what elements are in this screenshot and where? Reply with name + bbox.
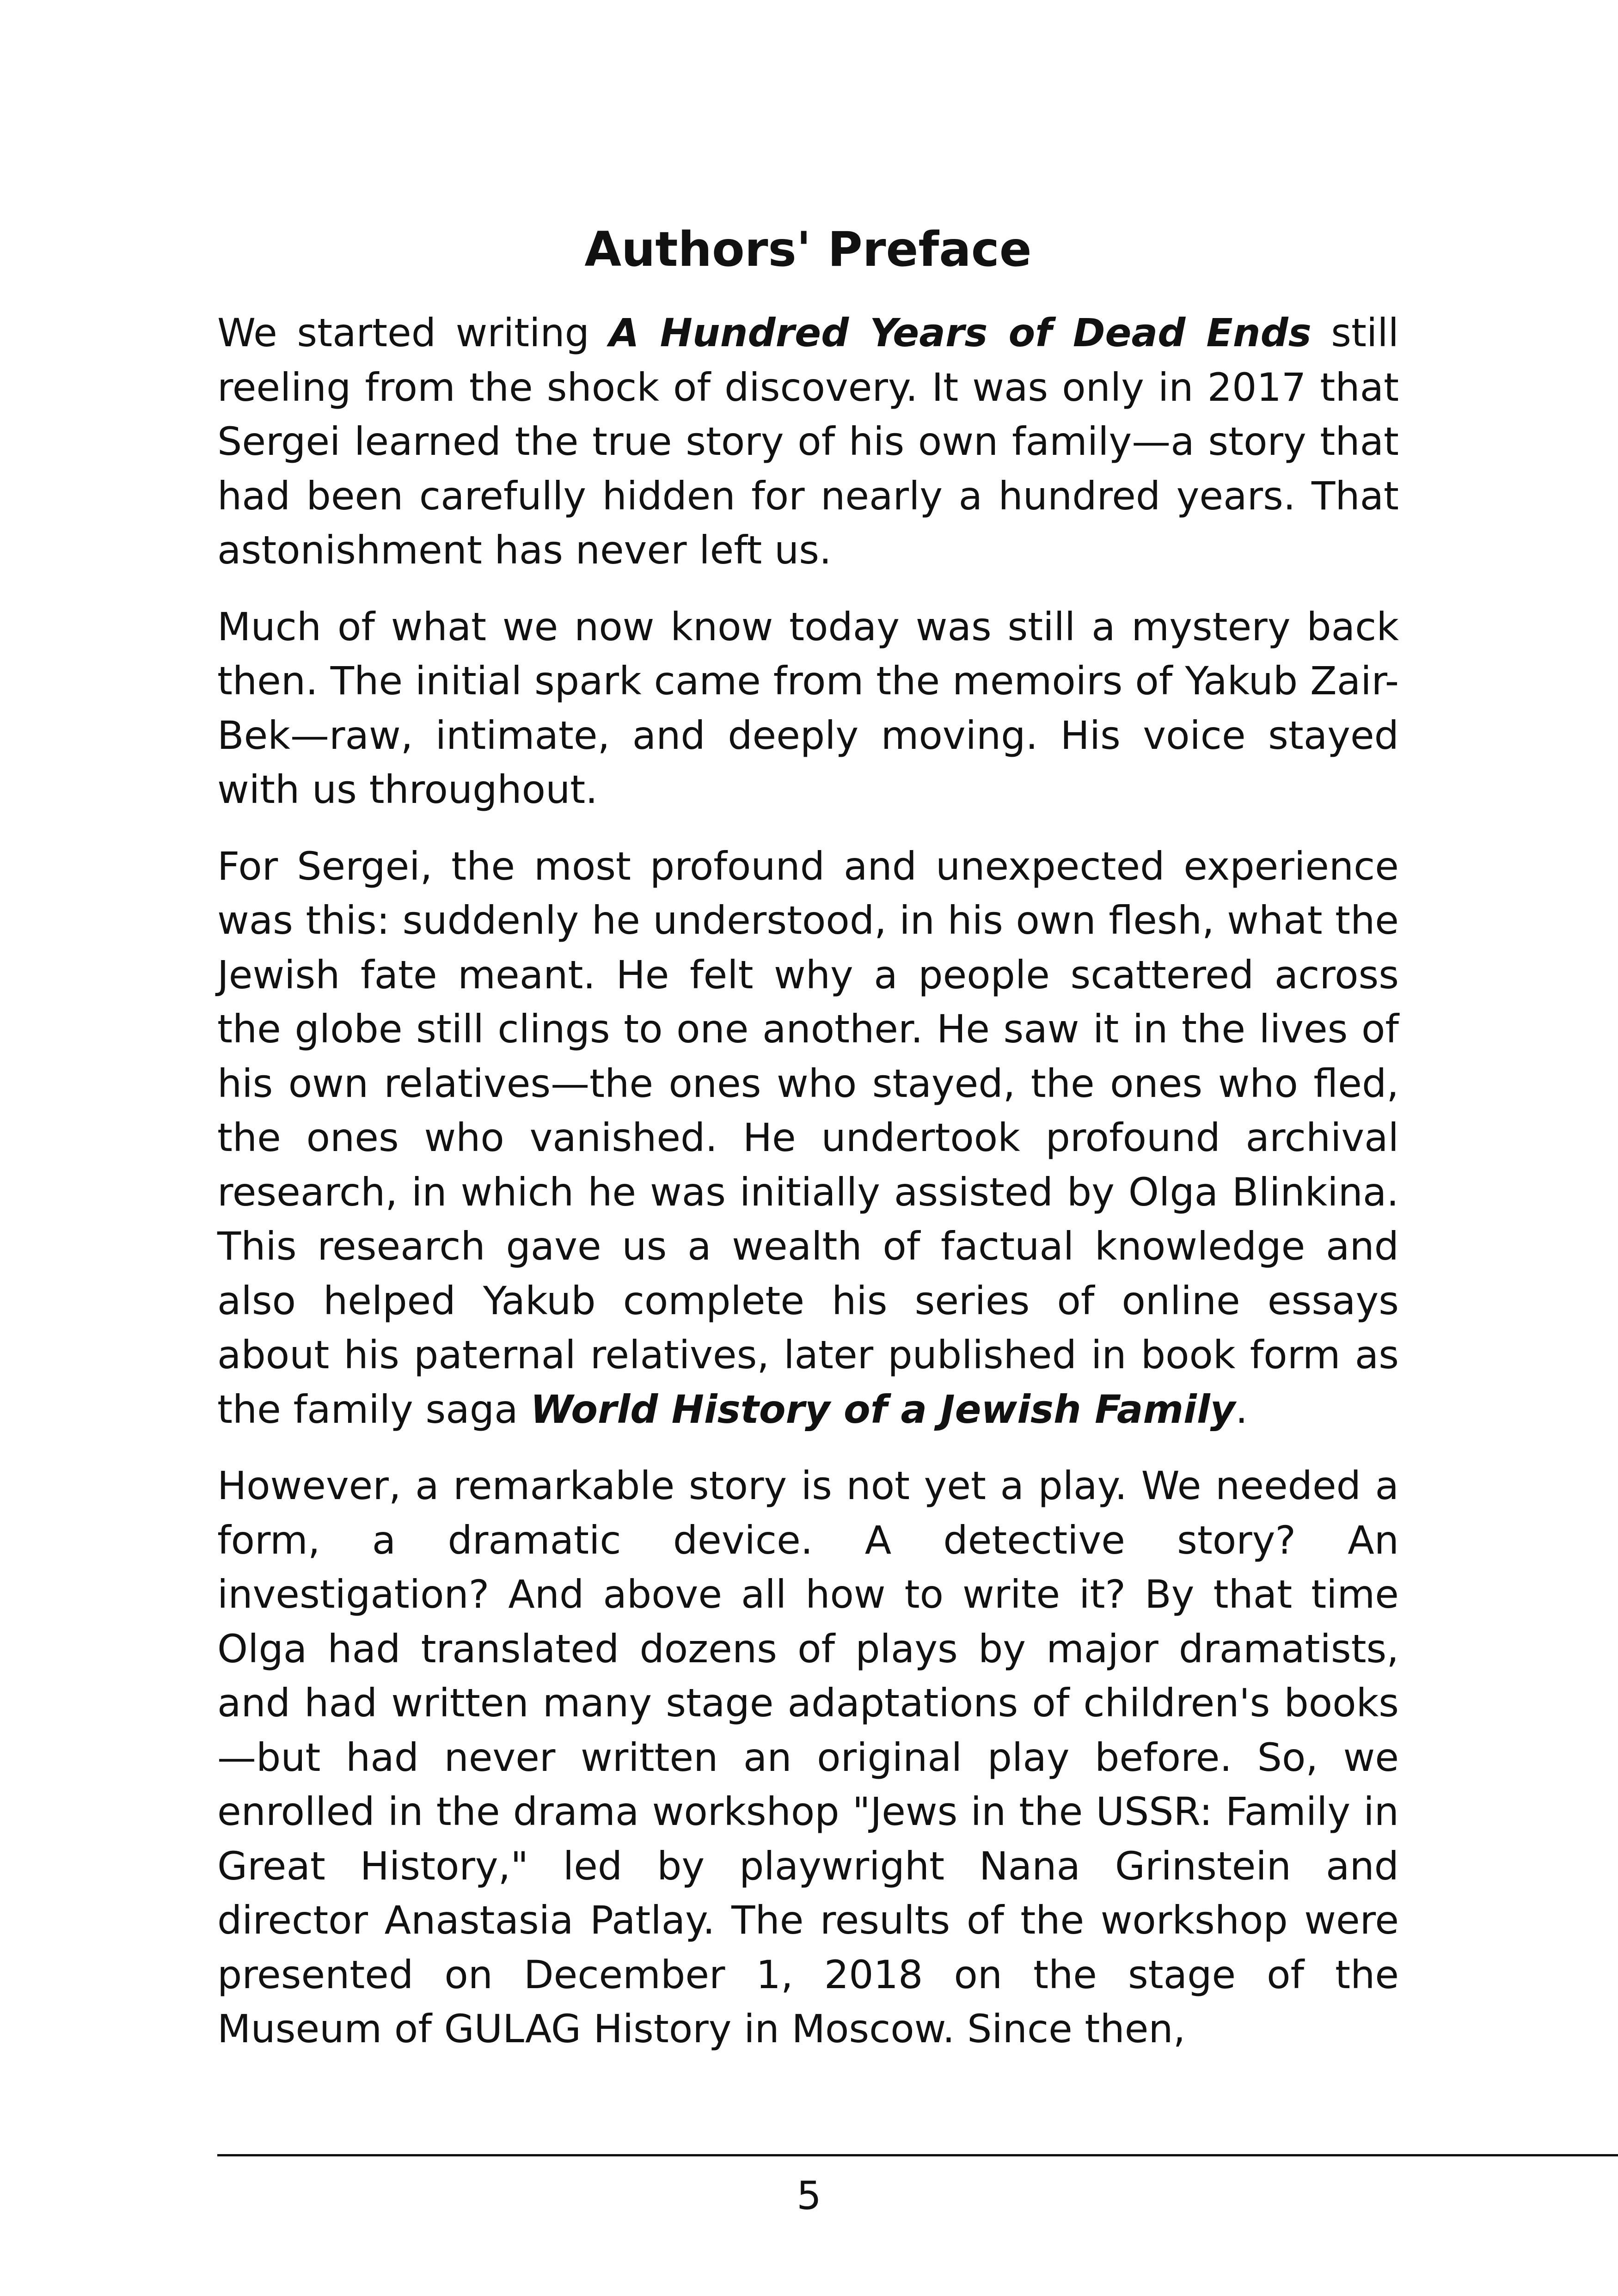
paragraph-1-text-before: We started writing [217,310,609,355]
page-number: 5 [797,2173,821,2218]
paragraph-2: Much of what we now know today was still a mystery back then. The initial spark came from the memoirs of Yakub Zair-Bek—raw, intimate, and deeply moving. His voice stayed with us throughout. [217,604,1399,812]
paragraph-1-text-after: still reeling from the shock of discovery. It was only in 2017 that Sergei learned the true story of his own family—a story that had been carefully hidden for nearly a hundred years. That astonishment has never left us. [217,310,1399,573]
paragraph-3-text-before: For Sergei, the most profound and unexpected experience was this: suddenly he understood, in his own flesh, what the Jewish fate meant. He felt why a people scattered across the globe still clings to one another. He saw it in the lives of his own relatives—the ones who stayed, the ones who fled, the ones who vanished. He undertook profound archival research, in which he was initially assisted by Olga Blinkina. This research gave us a wealth of factual knowledge and also helped Yakub complete his series of online essays about his paternal relatives, later published in book form as the family saga [217,843,1399,1432]
paragraph-3-text-after: . [1235,1386,1248,1432]
paragraph-4: However, a remarkable story is not yet a play. We needed a form, a dramatic device. A detective story? An investigation? And above all how to write it? By that time Olga had translated dozens of plays by major dramatists, and had written many stage adaptations of children's books—but had never written an original play before. So, we enrolled in the drama workshop "Jews in the USSR: Family in Great History," led by playwright Nana Grinstein and director Anastasia Patlay. The results of the workshop were presented on December 1, 2018 on the stage of the Museum of GULAG History in Moscow. Since then, [217,1463,1399,2051]
book-title-world-history: World History of a Jewish Family [530,1386,1236,1432]
paragraph-1 [217,306,1399,578]
body-text [217,306,1399,2057]
paragraph-3 [217,839,1399,1437]
book-title-a-hundred-years: A Hundred Years of Dead Ends [609,310,1312,355]
footer-rule [217,2154,1618,2156]
page-title: Authors' Preface [584,222,1032,277]
